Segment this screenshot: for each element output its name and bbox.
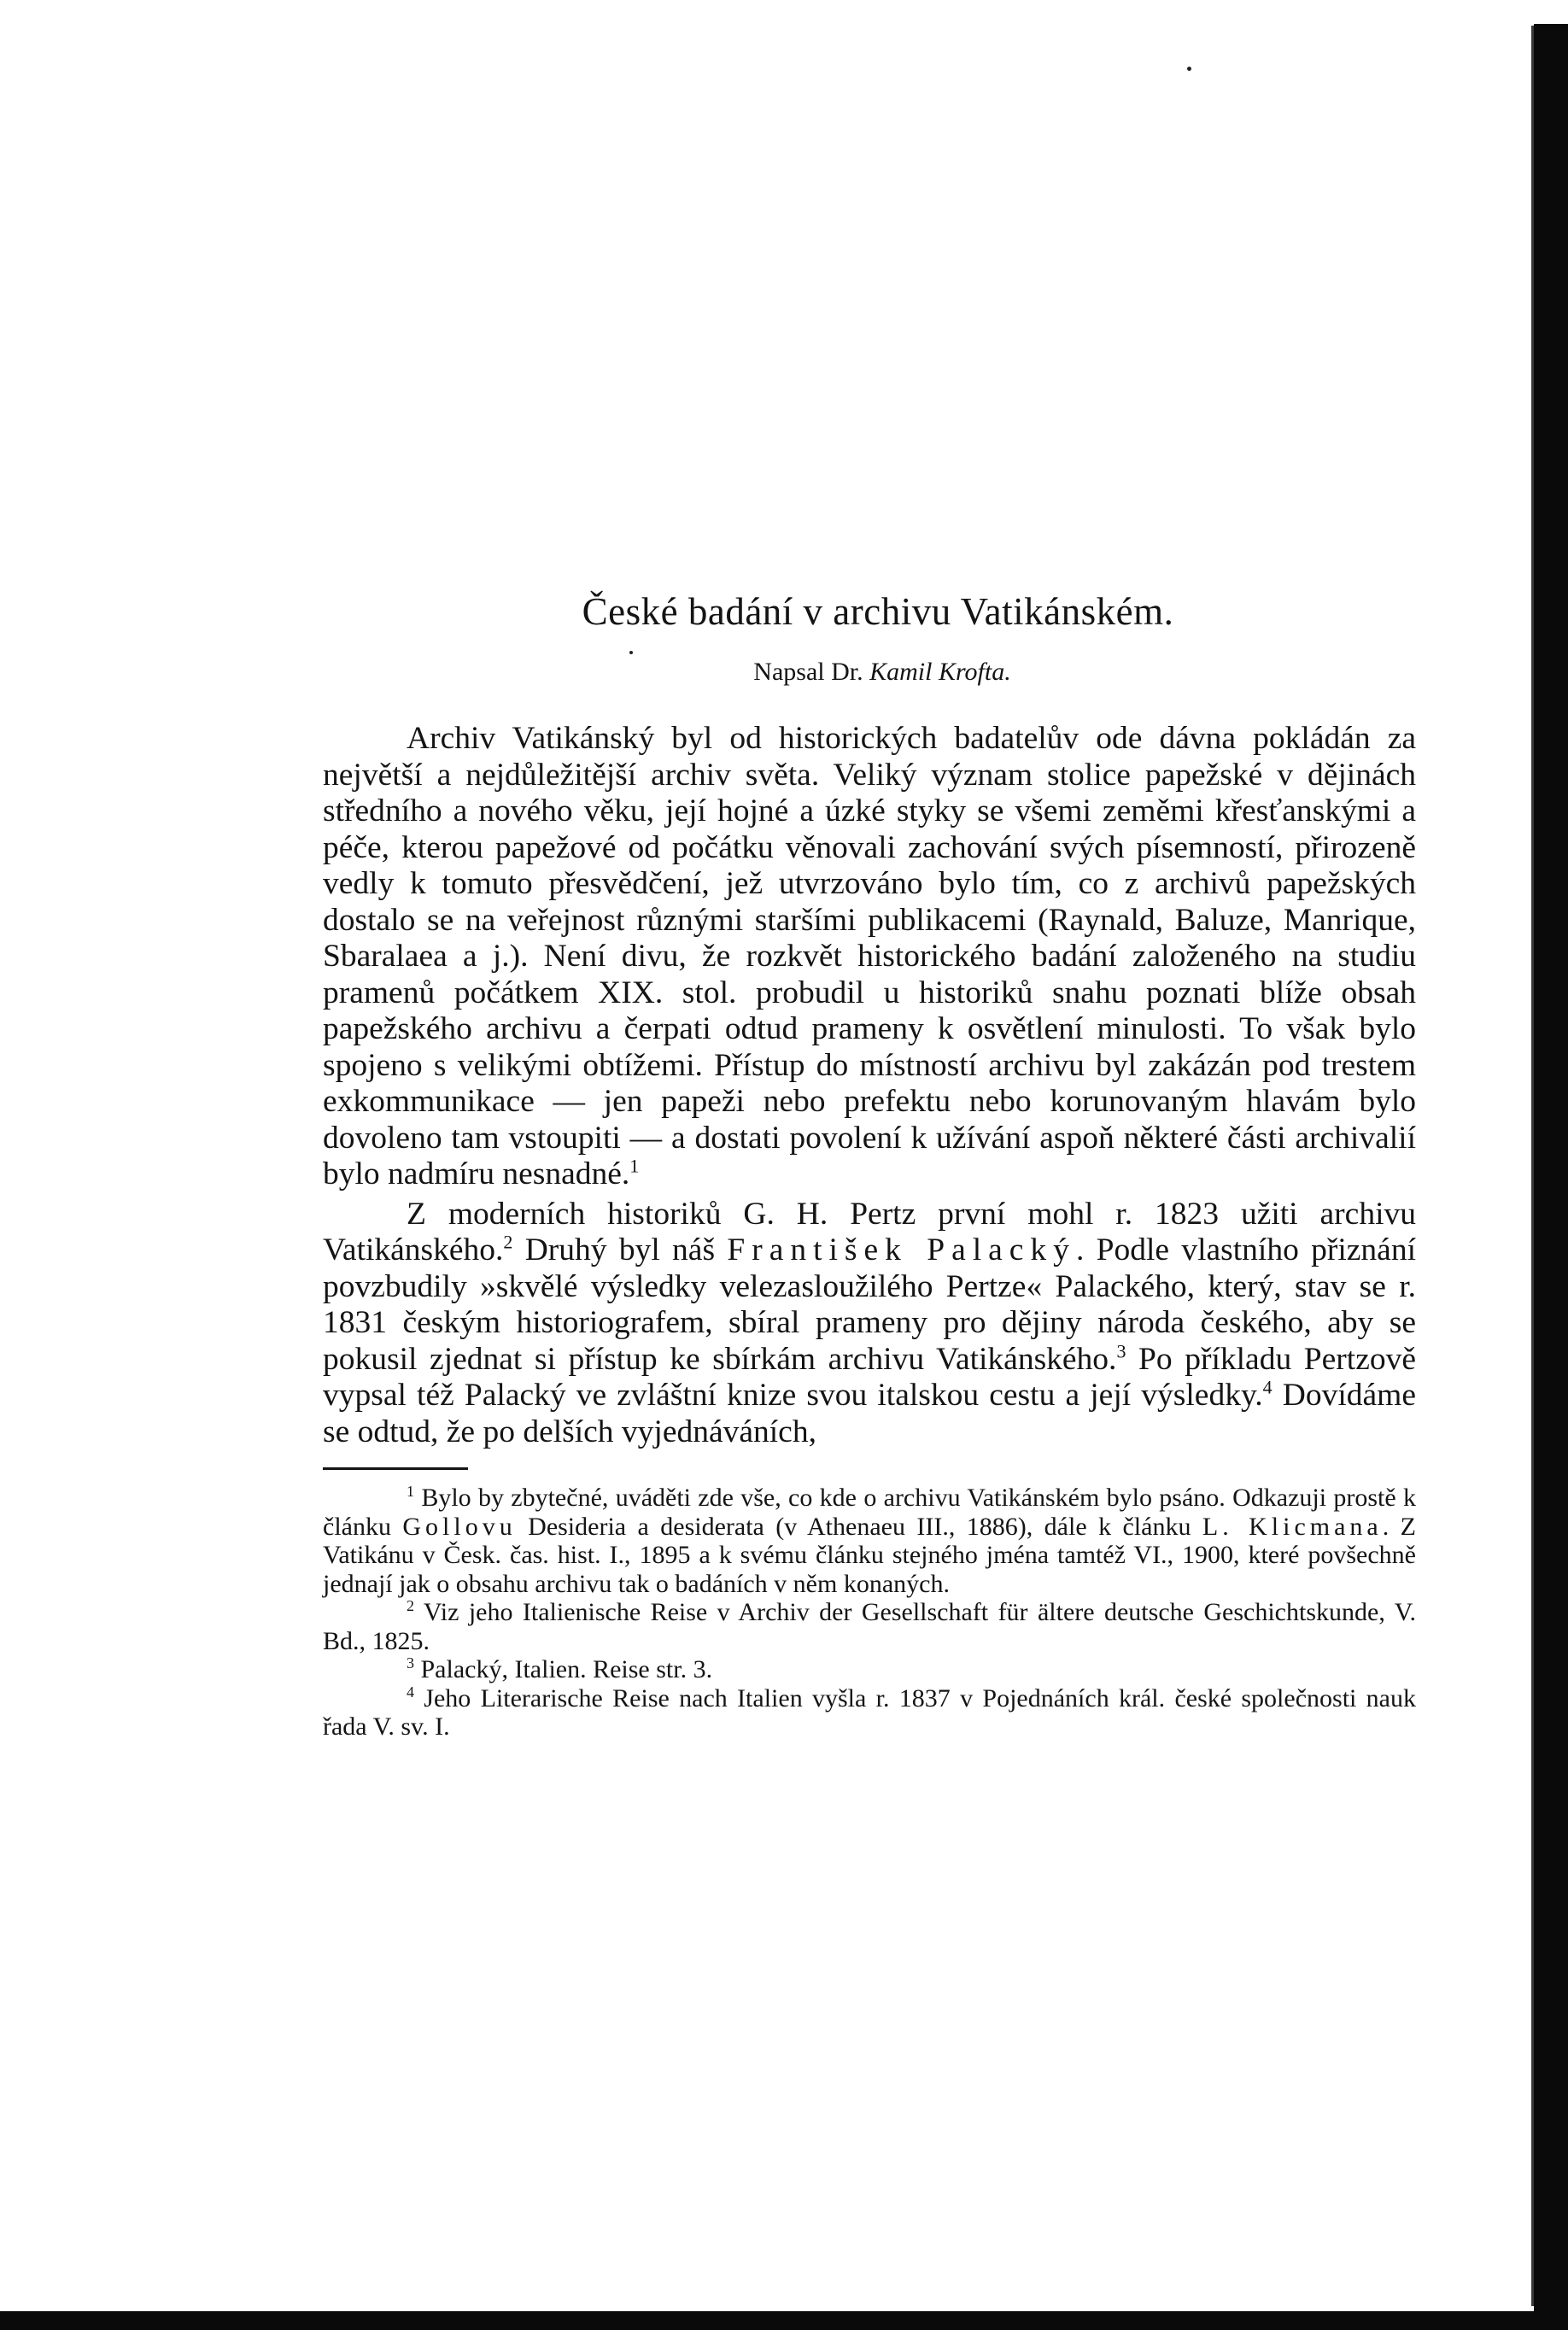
spaced-name-palacky: František Palacký xyxy=(727,1232,1076,1267)
paragraph-2-text: Dovídáme se odtud, že po delších vyjednáváních, xyxy=(323,1378,1416,1449)
spaced-name-klicman: L. Klicmana xyxy=(1202,1512,1383,1541)
byline-prefix: Napsal Dr. xyxy=(753,658,870,686)
footnote-text: Jeho Literarische Reise nach Italien vyšla r. 1837 v Pojednáních král. české společnosti nauk řada V. sv. I. xyxy=(323,1683,1416,1741)
paragraph-1-text: Archiv Vatikánský byl od historických badatelův ode dávna pokládán za největší a nejdůležitější archiv světa. Veliký význam stolice papežské v dějinách středního a nového věku, její hojné a úzké styky se všemi zeměmi křesťanskými a péče, kterou papežové od počátku věnovali zachování svých písemností, přirozeně vedly k tomuto přesvědčení, jež utvrzováno bylo tím, co z archivů papežských dostalo se na veřejnost různými staršími publikacemi (Raynald, Baluze, Manrique, Sbaralaea a j.). Není divu, že rozkvět historického badání založeného na studiu pramenů počátkem XIX. stol. probudil u historiků snahu poznati blíže obsah papežského archivu a čerpati odtud prameny k osvětlení minulosti. To však bylo spojeno s velikými obtížemi. Přístup do místností archivu byl zakázán pod trestem exkommunikace — jen papeži nebo prefektu nebo korunovaným hlavám bylo dovoleno tam vstoupiti — a dostati povolení k užívání aspoň některé části archivalií bylo nadmíru nesnadné. xyxy=(323,721,1416,1191)
footnote-text: Bylo by zbytečné, uváděti zde vše, co kde o archivu Vatikánském bylo psáno. Odkazuji prostě k článku xyxy=(323,1484,1416,1541)
footnote-1 xyxy=(323,1484,1416,1598)
paragraph-2-text: Po příkladu Pertzově vypsal též Palacký ve zvláštní knize svou italskou cestu a její výsledky. xyxy=(323,1341,1416,1413)
paragraph-2-text: Z moderních historiků G. H. Pertz první mohl r. 1823 užiti archivu Vatikánského. xyxy=(323,1196,1416,1267)
footnote-ref-1: 1 xyxy=(629,1155,640,1177)
footnote-ref-3: 3 xyxy=(1116,1340,1126,1361)
footnote-text: Desideria a desiderata (v Athenaeu III., 1886), dále k článku xyxy=(516,1512,1202,1541)
footnotes xyxy=(323,1484,1416,1742)
article-byline xyxy=(323,658,1416,687)
paragraph-2-text: . Podle vlastního přiznání povzbudily »skvělé výsledky velezasloužilého Pertze« Palackého, který, stav se r. 1831 českým historiografem, sbíral prameny pro dějiny národa českého, aby se pokusil zjednat si přístup ke sbírkám archivu Vatikánského. xyxy=(323,1232,1416,1377)
scan-bottom-edge xyxy=(0,2311,1568,2330)
scan-page-border xyxy=(1531,26,1534,2306)
footnote-3 xyxy=(323,1655,1416,1684)
footnote-2 xyxy=(323,1598,1416,1655)
footnote-mark: 2 xyxy=(407,1597,414,1614)
footnote-ref-4: 4 xyxy=(1262,1376,1273,1398)
footnote-mark: 3 xyxy=(407,1654,414,1671)
author-name: Kamil Krofta. xyxy=(869,658,1011,686)
spaced-name-goll: Gollovu xyxy=(402,1512,517,1541)
paragraph-2 xyxy=(323,1197,1416,1451)
page-content xyxy=(323,589,1416,1742)
scan-speck xyxy=(1187,67,1191,71)
footnote-4 xyxy=(323,1684,1416,1742)
footnote-text: . Z Vatikánu v Česk. čas. hist. I., 1895 a k svému článku stejného jména tamtéž VI., 1900, které povšechně jednají jak o obsahu archivu tak o badáních v něm konaných. xyxy=(323,1512,1416,1598)
footnote-mark: 4 xyxy=(407,1683,414,1701)
scan-top-margin xyxy=(0,0,1568,24)
article-body xyxy=(323,721,1416,1450)
footnote-mark: 1 xyxy=(407,1483,414,1500)
footnote-text: Palacký, Italien. Reise str. 3. xyxy=(414,1655,713,1683)
paragraph-2-text: Druhý byl náš xyxy=(512,1232,728,1267)
scan-right-edge xyxy=(1534,24,1568,2330)
footnote-ref-2: 2 xyxy=(503,1231,513,1253)
paragraph-1 xyxy=(323,721,1416,1193)
footnote-text: Viz jeho Italienische Reise v Archiv der Gesellschaft für ältere deutsche Geschichtskunde, V. Bd., 1825. xyxy=(323,1598,1416,1655)
article-title: České badání v archivu Vatikánském. xyxy=(582,590,1174,633)
footnote-divider xyxy=(323,1467,468,1470)
